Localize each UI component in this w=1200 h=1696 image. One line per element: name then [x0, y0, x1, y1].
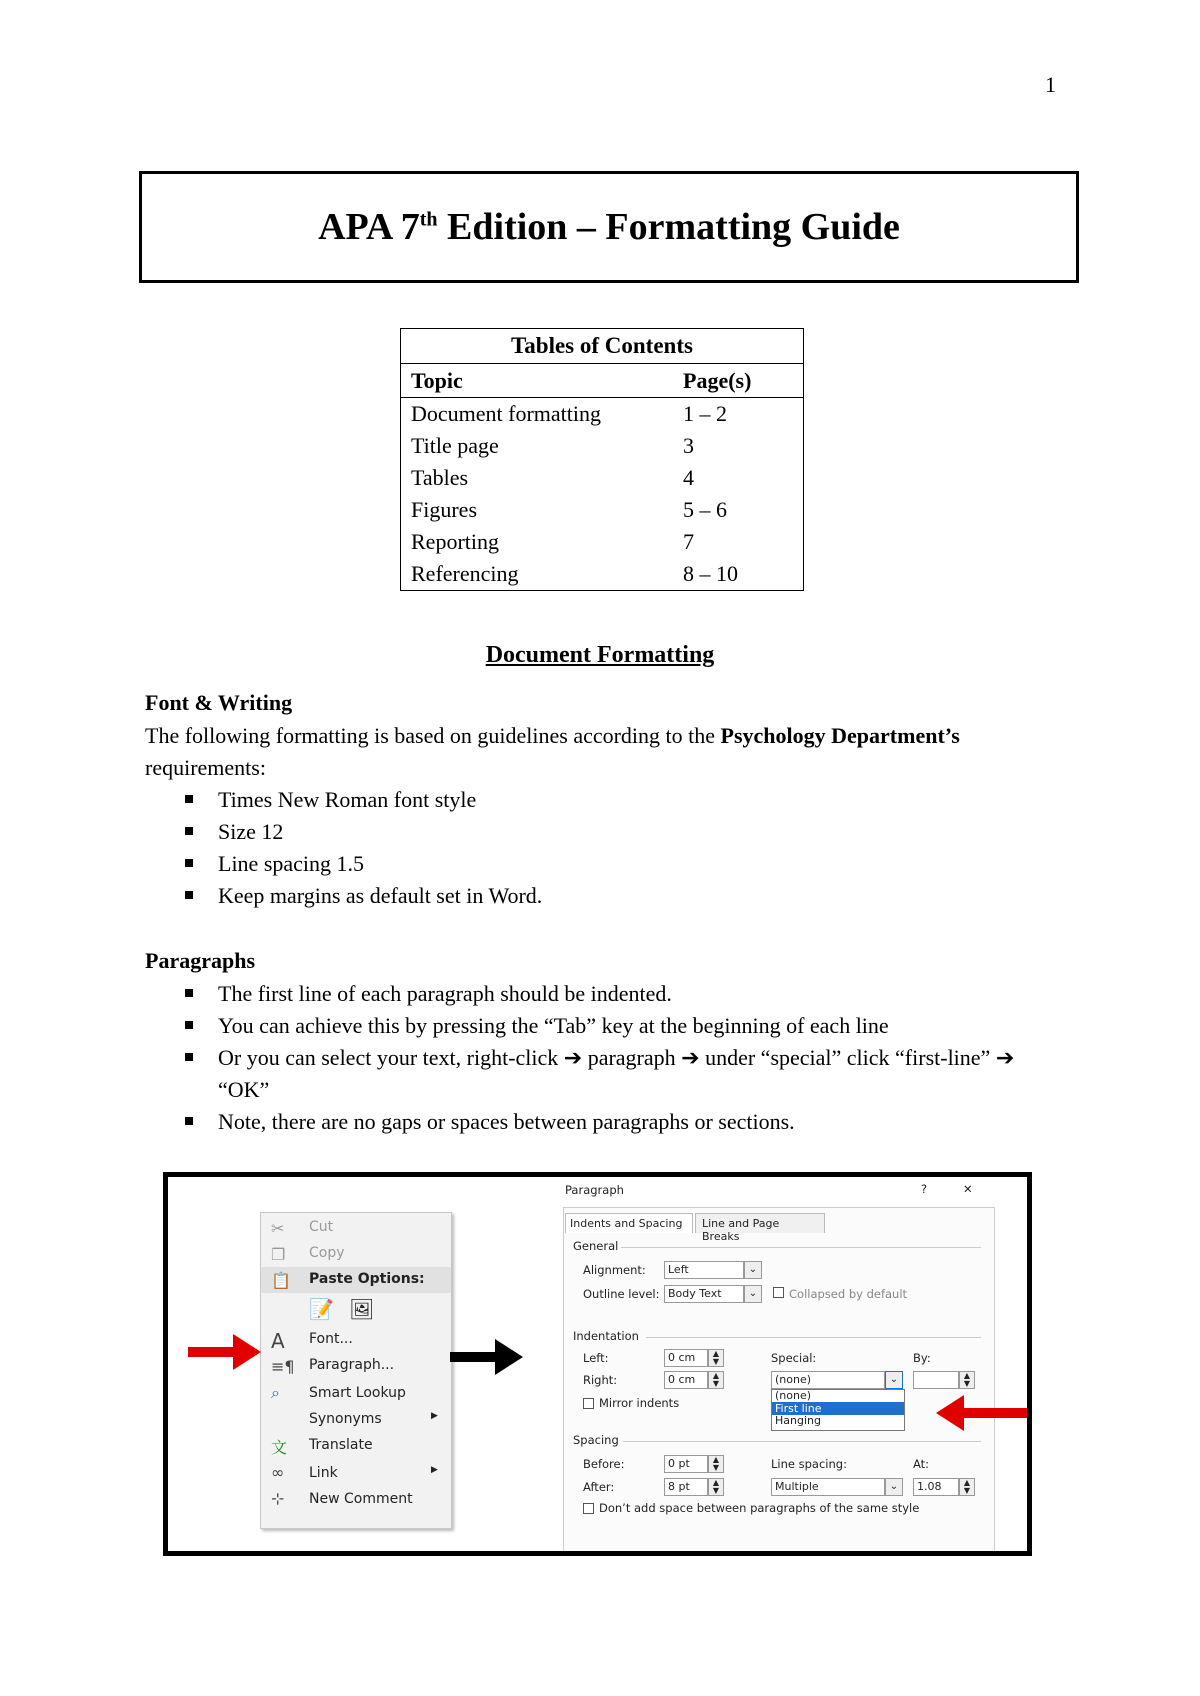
paragraph-icon: ≡¶ [271, 1357, 295, 1376]
special-option-first-line[interactable]: First line [772, 1402, 904, 1415]
menu-item-copy[interactable]: Copy [309, 1245, 345, 1261]
spinner-icon[interactable]: ▲ ▼ [708, 1349, 724, 1367]
toc-topic: Document formatting [411, 401, 602, 426]
page-title: APA 7th Edition – Formatting Guide [318, 206, 900, 248]
close-icon[interactable]: ✕ [963, 1182, 973, 1196]
toc-topic: Title page [411, 433, 499, 458]
section-title: Document Formatting [485, 642, 715, 668]
special-select[interactable]: (none) [771, 1371, 885, 1389]
page-number: 1 [1045, 72, 1056, 97]
dialog-title: Paragraph [565, 1183, 624, 1197]
list-item: Times New Roman font style [145, 784, 1045, 816]
smart-lookup-icon: ⌕ [271, 1383, 280, 1402]
tab-indents-spacing[interactable]: Indents and Spacing [565, 1213, 693, 1233]
toc-header-pages: Page(s) [673, 364, 804, 398]
indentation-group-label: Indentation [573, 1329, 639, 1343]
paragraphs-list [145, 978, 1045, 1138]
menu-item-paragraph[interactable]: Paragraph... [309, 1357, 395, 1373]
collapsed-label: Collapsed by default [789, 1287, 908, 1301]
list-item: Keep margins as default set in Word. [145, 880, 1045, 912]
menu-item-synonyms[interactable]: Synonyms [309, 1411, 382, 1427]
toc-pages: 5 – 6 [683, 497, 727, 522]
right-indent-label: Right: [583, 1373, 618, 1387]
after-input[interactable]: 8 pt [664, 1478, 708, 1496]
menu-item-link[interactable]: Link [309, 1465, 338, 1481]
spinner-icon[interactable]: ▲ ▼ [959, 1371, 975, 1389]
special-label: Special: [771, 1351, 817, 1365]
table-of-contents [400, 328, 804, 591]
toc-topic: Tables [411, 465, 469, 490]
by-input[interactable] [913, 1371, 959, 1389]
list-item: Line spacing 1.5 [145, 848, 1045, 880]
table-row [401, 494, 804, 526]
red-arrow-icon [936, 1393, 1031, 1433]
font-writing-heading: Font & Writing [145, 690, 293, 715]
new-comment-icon: ⊹ [271, 1489, 285, 1508]
paste-icon: 📋 [271, 1271, 291, 1290]
black-arrow-icon [450, 1337, 525, 1377]
table-row [401, 462, 804, 494]
chevron-down-icon[interactable]: ⌄ [885, 1371, 903, 1389]
special-dropdown-list [771, 1389, 905, 1431]
spinner-icon[interactable]: ▲ ▼ [708, 1371, 724, 1389]
menu-item-font[interactable]: Font... [309, 1331, 353, 1347]
alignment-select[interactable]: Left [664, 1261, 744, 1279]
title-box [139, 171, 1079, 283]
at-input[interactable]: 1.08 [913, 1478, 959, 1496]
special-option-none[interactable]: (none) [775, 1389, 812, 1402]
alignment-label: Alignment: [583, 1263, 646, 1277]
general-group-label: General [573, 1239, 619, 1253]
toc-pages: 8 – 10 [683, 561, 738, 586]
font-icon: A [271, 1329, 285, 1353]
toc-topic: Reporting [411, 529, 499, 554]
link-icon: ∞ [271, 1463, 285, 1482]
paragraphs-heading: Paragraphs [145, 948, 255, 973]
table-row [401, 558, 804, 591]
table-row [401, 526, 804, 558]
at-label: At: [913, 1457, 930, 1471]
chevron-down-icon[interactable]: ⌄ [744, 1261, 762, 1279]
red-arrow-icon [188, 1332, 263, 1372]
menu-item-cut[interactable]: Cut [309, 1219, 334, 1235]
dont-add-space-label: Don’t add space between paragraphs of the same style [599, 1501, 920, 1515]
table-row [401, 430, 804, 462]
collapsed-checkbox[interactable] [773, 1287, 784, 1298]
paste-picture-icon[interactable]: 🖼 [349, 1297, 375, 1321]
copy-icon: ❐ [271, 1245, 286, 1264]
list-item: Note, there are no gaps or spaces between paragraphs or sections. [145, 1106, 1045, 1138]
toc-header-topic: Topic [401, 364, 674, 398]
left-indent-label: Left: [583, 1351, 609, 1365]
chevron-down-icon[interactable]: ⌄ [885, 1478, 903, 1496]
submenu-arrow-icon: ▶ [431, 1465, 438, 1475]
outline-level-label: Outline level: [583, 1287, 660, 1301]
paragraph-dialog [561, 1177, 1031, 1556]
line-spacing-label: Line spacing: [771, 1457, 847, 1471]
cut-icon: ✂ [271, 1219, 285, 1238]
help-icon[interactable]: ? [921, 1182, 928, 1196]
chevron-down-icon[interactable]: ⌄ [744, 1285, 762, 1303]
menu-item-new-comment[interactable]: New Comment [309, 1491, 413, 1507]
font-writing-list [145, 784, 1045, 912]
after-label: After: [583, 1480, 615, 1494]
toc-pages: 3 [683, 433, 694, 458]
spinner-icon[interactable]: ▲ ▼ [708, 1478, 724, 1496]
list-item: Size 12 [145, 816, 1045, 848]
spinner-icon[interactable]: ▲ ▼ [708, 1455, 724, 1473]
list-item: The first line of each paragraph should be indented. [145, 978, 1045, 1010]
toc-pages: 1 – 2 [683, 401, 727, 426]
context-menu [260, 1212, 452, 1529]
dont-add-space-checkbox[interactable] [583, 1503, 594, 1514]
special-option-hanging[interactable]: Hanging [775, 1414, 821, 1427]
menu-item-smart-lookup[interactable]: Smart Lookup [309, 1385, 406, 1401]
line-spacing-select[interactable]: Multiple [771, 1478, 885, 1496]
spinner-icon[interactable]: ▲ ▼ [959, 1478, 975, 1496]
table-row [401, 398, 804, 431]
toc-topic: Figures [411, 497, 477, 522]
toc-pages: 7 [683, 529, 694, 554]
left-indent-input[interactable]: 0 cm [664, 1349, 708, 1367]
tab-line-page-breaks[interactable]: Line and Page Breaks [695, 1213, 825, 1233]
menu-item-translate[interactable]: Translate [309, 1437, 373, 1453]
mirror-indents-label: Mirror indents [599, 1396, 680, 1410]
menu-item-paste-options: Paste Options: [309, 1271, 425, 1287]
list-item: You can achieve this by pressing the “Tab” key at the beginning of each line [145, 1010, 1045, 1042]
word-paragraph-screenshot [163, 1172, 1032, 1556]
submenu-arrow-icon: ▶ [431, 1411, 438, 1421]
translate-icon: 文 [271, 1438, 288, 1457]
paste-keep-formatting-icon[interactable]: 📝 [309, 1297, 334, 1321]
list-item: Or you can select your text, right-click ➔ paragraph ➔ under “special” click “first-line” ➔ “OK” [145, 1042, 1045, 1106]
right-indent-input[interactable]: 0 cm [664, 1371, 708, 1389]
toc-topic: Referencing [411, 561, 519, 586]
outline-level-select[interactable]: Body Text [664, 1285, 744, 1303]
toc-caption: Tables of Contents [401, 329, 804, 364]
before-label: Before: [583, 1457, 625, 1471]
before-input[interactable]: 0 pt [664, 1455, 708, 1473]
spacing-group-label: Spacing [573, 1433, 619, 1447]
toc-pages: 4 [683, 465, 694, 490]
mirror-indents-checkbox[interactable] [583, 1398, 594, 1409]
font-writing-intro: The following formatting is based on guidelines according to the Psychology Department’s requirements: [145, 723, 960, 780]
by-label: By: [913, 1351, 931, 1365]
